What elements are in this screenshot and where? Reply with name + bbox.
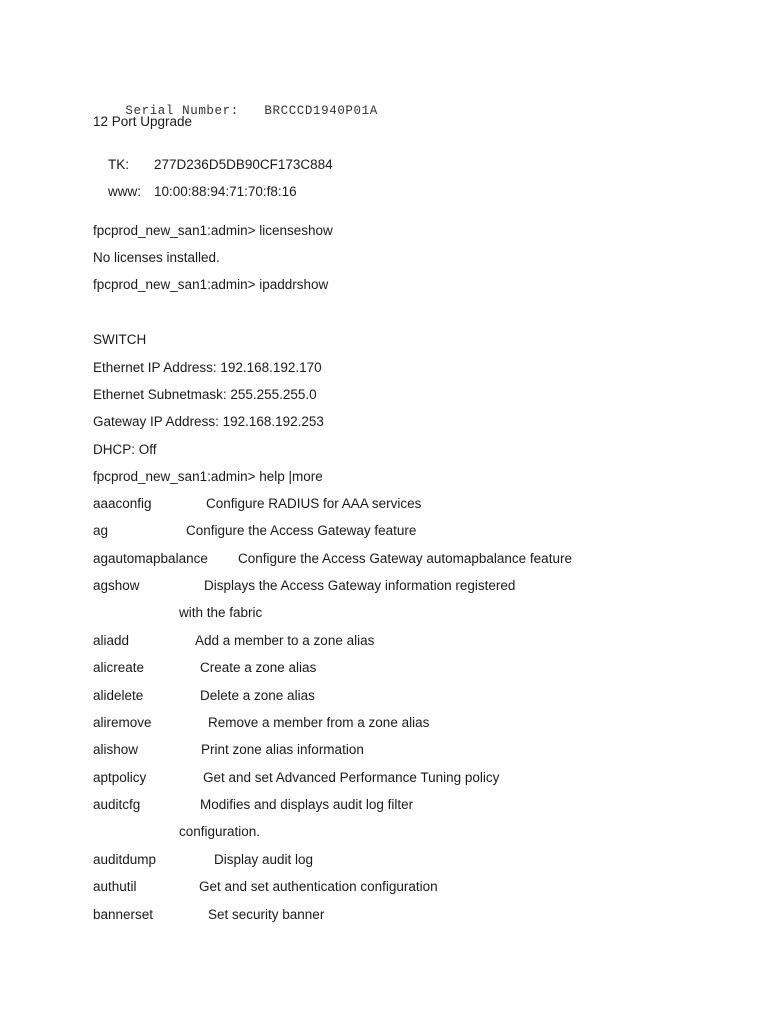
- help-command-name: aptpolicy: [93, 770, 147, 785]
- help-command-desc: Delete a zone alias: [200, 688, 315, 703]
- help-row: [93, 879, 137, 895]
- help-command-name: aliadd: [93, 633, 130, 648]
- command-licenseshow: fpcprod_new_san1:admin> licenseshow: [93, 223, 333, 238]
- help-row: [93, 852, 156, 868]
- help-command-name: agshow: [93, 578, 140, 593]
- dhcp-line: DHCP: Off: [93, 442, 157, 457]
- help-command-desc: Modifies and displays audit log filter: [200, 797, 414, 812]
- help-command-name: alishow: [93, 742, 139, 757]
- www-label: www:: [108, 184, 142, 199]
- help-row: [93, 660, 144, 676]
- help-row: [93, 797, 140, 813]
- help-row: [93, 742, 138, 758]
- help-command-desc: Configure RADIUS for AAA services: [206, 496, 422, 511]
- help-row: [93, 688, 143, 704]
- help-row: [93, 715, 152, 731]
- command-help: fpcprod_new_san1:admin> help |more: [93, 469, 323, 484]
- help-command-name: auditdump: [93, 852, 157, 867]
- help-command-desc: Print zone alias information: [201, 742, 364, 757]
- serial-number-value: BRCCCD1940P01A: [264, 104, 378, 118]
- help-command-name: aliremove: [93, 715, 152, 730]
- help-row: [93, 770, 146, 786]
- help-row: [93, 578, 140, 594]
- help-command-name: agautomapbalance: [93, 551, 208, 566]
- help-command-name: ag: [93, 523, 109, 538]
- help-command-name: authutil: [93, 879, 137, 894]
- help-command-name: aaaconfig: [93, 496, 152, 511]
- help-row: [93, 523, 108, 539]
- help-command-desc: Configure the Access Gateway feature: [186, 523, 417, 538]
- help-command-desc: Displays the Access Gateway information registered: [204, 578, 516, 593]
- command-ipaddrshow: fpcprod_new_san1:admin> ipaddrshow: [93, 277, 329, 292]
- help-command-desc: Set security banner: [208, 907, 325, 922]
- switch-label: SWITCH: [93, 332, 147, 347]
- help-command-desc-continuation: with the fabric: [179, 605, 263, 620]
- help-command-desc: Get and set authentication configuration: [199, 879, 438, 894]
- help-command-desc: Display audit log: [214, 852, 314, 867]
- gateway-ip-line: Gateway IP Address: 192.168.192.253: [93, 414, 324, 429]
- help-command-desc: Configure the Access Gateway automapbalance feature: [238, 551, 572, 566]
- serial-number-label: Serial Number:: [125, 104, 239, 118]
- help-command-desc: Get and set Advanced Performance Tuning policy: [203, 770, 500, 785]
- www-value: 10:00:88:94:71:70:f8:16: [154, 184, 297, 199]
- help-command-desc-continuation: configuration.: [179, 824, 261, 839]
- help-command-desc: Add a member to a zone alias: [195, 633, 375, 648]
- help-command-name: alicreate: [93, 660, 145, 675]
- tk-value: 277D236D5DB90CF173C884: [154, 157, 333, 172]
- help-command-name: bannerset: [93, 907, 154, 922]
- help-command-desc: Remove a member from a zone alias: [208, 715, 430, 730]
- upgrade-line: 12 Port Upgrade: [93, 114, 193, 129]
- help-command-name: auditcfg: [93, 797, 141, 812]
- ethernet-ip-line: Ethernet IP Address: 192.168.192.170: [93, 360, 322, 375]
- www-line: [93, 168, 297, 216]
- help-row: [93, 551, 208, 567]
- help-row: [93, 496, 152, 512]
- license-result: No licenses installed.: [93, 250, 220, 265]
- tk-label: TK:: [108, 157, 130, 172]
- ethernet-subnetmask-line: Ethernet Subnetmask: 255.255.255.0: [93, 387, 317, 402]
- help-command-desc: Create a zone alias: [200, 660, 317, 675]
- help-row: [93, 633, 129, 649]
- help-command-name: alidelete: [93, 688, 144, 703]
- help-row: [93, 907, 153, 923]
